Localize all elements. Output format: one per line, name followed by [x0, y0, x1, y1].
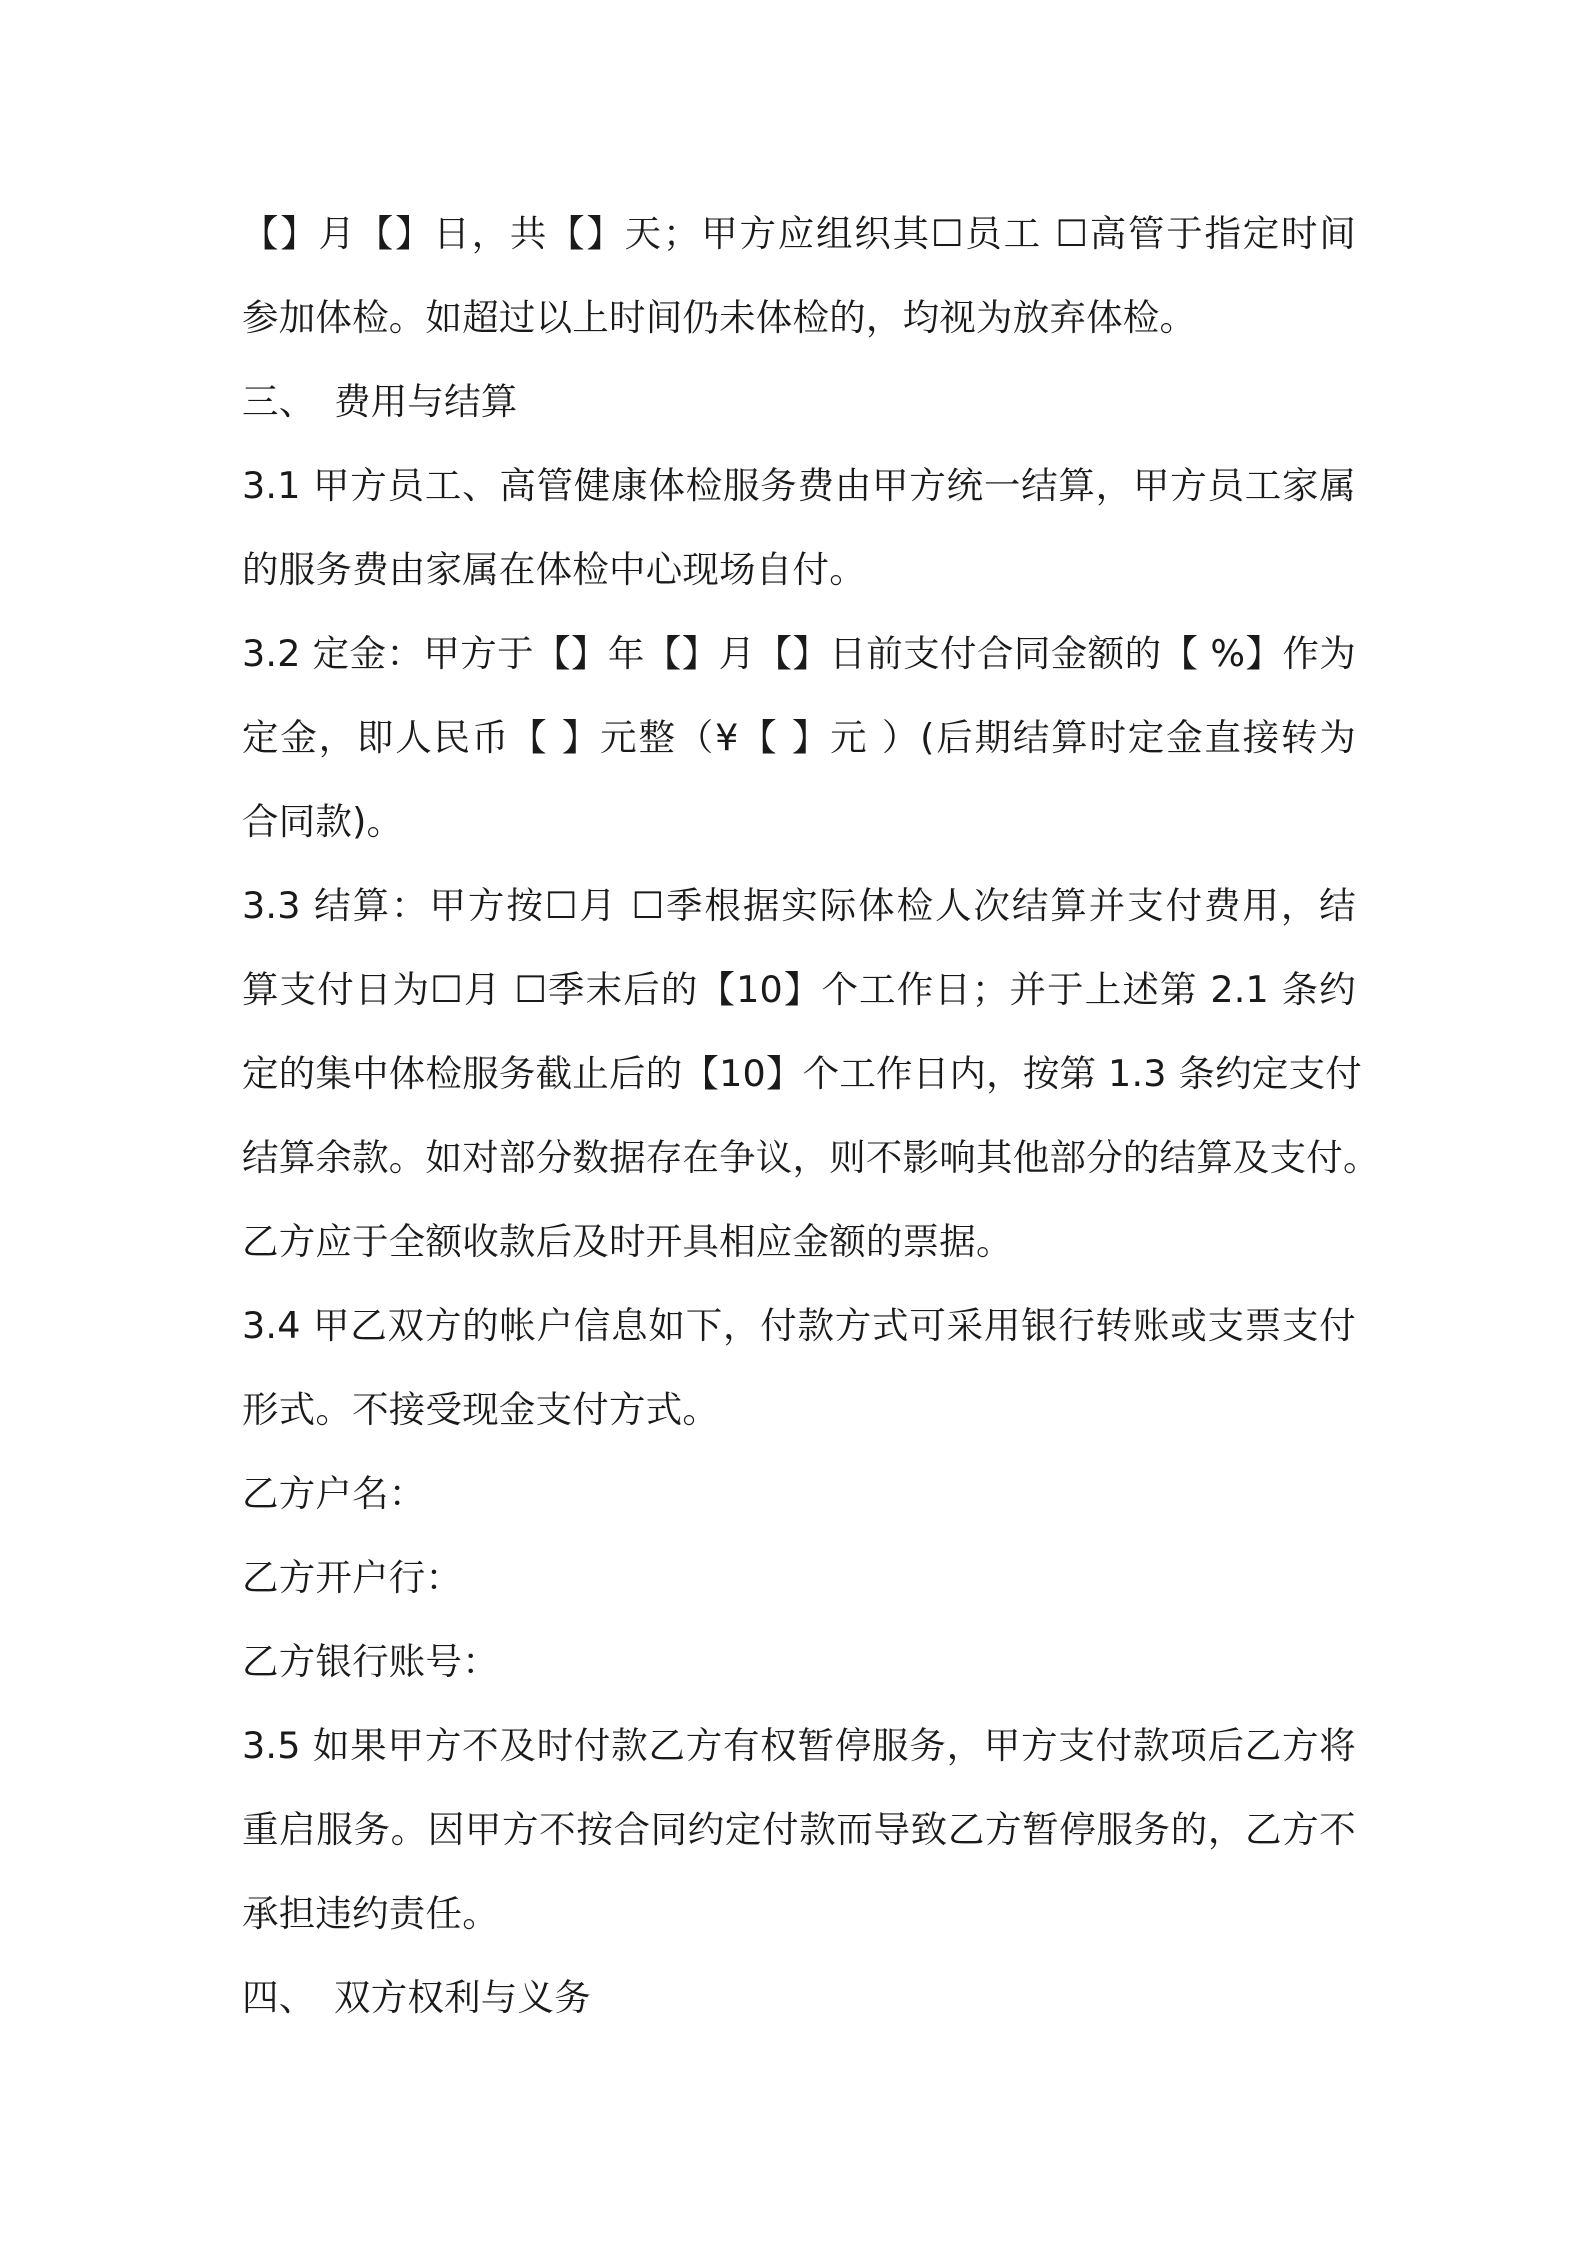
text-line: 的服务费由家属在体检中心现场自付。 [242, 548, 866, 591]
text-line: 定金，即人民币【 】元整（¥【 】元 ）(后期结算时定金直接转为 [242, 716, 1356, 759]
clause-3-2 [242, 612, 1362, 864]
account-number-label: 乙方银行账号： [242, 1640, 499, 1683]
text-line: 3.5 如果甲方不及时付款乙方有权暂停服务，甲方支付款项后乙方将 [242, 1724, 1356, 1767]
text-line: 承担违约责任。 [242, 1892, 499, 1935]
text-line: 重启服务。因甲方不按合同约定付款而导致乙方暂停服务的，乙方不 [242, 1808, 1356, 1851]
clause-3-4 [242, 1284, 1362, 1452]
clause-3-3 [242, 864, 1380, 1284]
section-title: 费用与结算 [334, 380, 518, 423]
section-title: 双方权利与义务 [334, 1976, 591, 2019]
clause-3-1 [242, 444, 1362, 612]
text-line: 结算余款。如对部分数据存在争议，则不影响其他部分的结算及支付。 [242, 1136, 1380, 1179]
text-line: 乙方应于全额收款后及时开具相应金额的票据。 [242, 1220, 1013, 1263]
section-number: 三、 [242, 380, 316, 423]
text-line: 合同款)。 [242, 800, 404, 843]
section-heading-fees-settlement [242, 360, 1362, 444]
text-line: 3.1 甲方员工、高管健康体检服务费由甲方统一结算，甲方员工家属 [242, 464, 1356, 507]
text-line: 参加体检。如超过以上时间仍未体检的，均视为放弃体检。 [242, 296, 1197, 339]
section-number: 四、 [242, 1976, 316, 2019]
text-line: 3.4 甲乙双方的帐户信息如下，付款方式可采用银行转账或支票支付 [242, 1304, 1356, 1347]
section-heading-rights-obligations [242, 1956, 1362, 2040]
text-line: 算支付日为☐月 ☐季末后的【10】个工作日；并于上述第 2.1 条约 [242, 968, 1356, 1011]
document-body [242, 192, 1380, 2040]
text-line: 3.2 定金：甲方于【】年【】月【】日前支付合同金额的【 %】作为 [242, 632, 1356, 675]
text-line: 【】月【】日，共【】天；甲方应组织其☐员工 ☐高管于指定时间 [242, 212, 1356, 255]
account-name-label: 乙方户名： [242, 1472, 426, 1515]
paragraph-exam-time-continuation [242, 192, 1362, 360]
account-bank-label: 乙方开户行： [242, 1556, 463, 1599]
clause-3-5 [242, 1704, 1362, 1956]
text-line: 3.3 结算：甲方按☐月 ☐季根据实际体检人次结算并支付费用，结 [242, 884, 1356, 927]
text-line: 形式。不接受现金支付方式。 [242, 1388, 720, 1431]
text-line: 定的集中体检服务截止后的【10】个工作日内，按第 1.3 条约定支付 [242, 1052, 1362, 1095]
